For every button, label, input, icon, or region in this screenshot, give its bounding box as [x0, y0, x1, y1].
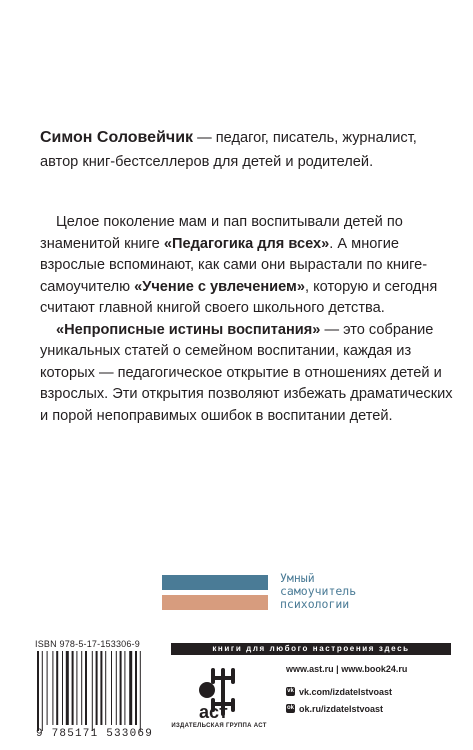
series-bar-tan: [162, 595, 268, 610]
series-line: Умный: [280, 571, 315, 585]
book-description: [40, 212, 460, 427]
author-name: Симон Соловейчик: [40, 129, 194, 146]
barcode-number: 9 785171 533069: [36, 728, 154, 740]
series-line: психологии: [280, 597, 350, 611]
author-bio-line2: автор книг-бестселлеров для детей и родителей.: [40, 154, 374, 170]
publisher-links: [286, 660, 466, 717]
series-badge: [162, 572, 462, 616]
vk-text[interactable]: vk.com/izdatelstvoast: [299, 686, 393, 697]
series-name: [280, 572, 420, 611]
book-title-1: «Педагогика для всех»: [163, 235, 330, 252]
tagline: книги для любого настроения здесь: [171, 643, 451, 655]
desc-text: Целое поколение мам и пап воспитывали детей по знаменитой книге: [40, 214, 403, 252]
sites-text[interactable]: www.ast.ru | www.book24.ru: [286, 663, 408, 674]
isbn: ISBN 978-5-17-153306-9: [35, 639, 140, 649]
desc-text: . А многие взрослые вспоминают, как сами они вырастали по книге-самоучителю: [40, 235, 428, 295]
vk-icon: vk: [287, 688, 294, 694]
ok-text[interactable]: ok.ru/izdatelstvoast: [299, 703, 384, 714]
logo-text: аст: [199, 702, 228, 722]
book-title-2: «Учение с увлечением»: [134, 278, 305, 295]
author-bio: [40, 126, 460, 174]
ast-logo-icon: [185, 664, 265, 724]
vk-link[interactable]: [286, 683, 466, 700]
desc-text: — это собрание уникальных статей о семейном воспитании, каждая из которых — педагогическое открытие в отношениях детей и взрослых. Эти открытия позволяют избежать драматических и порой непоправимых ошибок в воспитании детей.: [40, 321, 453, 424]
description-paragraph-1: [40, 212, 460, 320]
desc-text: , которую и сегодня считают главной книгой своего школьного детства.: [40, 278, 438, 316]
publisher-name: ИЗДАТЕЛЬСКАЯ ГРУППА АСТ: [171, 723, 267, 729]
series-line: самоучитель: [280, 584, 357, 598]
ok-icon: ok: [286, 705, 294, 711]
barcode-icon: [35, 651, 163, 731]
ok-link[interactable]: [286, 700, 466, 717]
description-paragraph-2: [40, 320, 460, 428]
series-bar-blue: [162, 575, 268, 590]
book-title-3: «Непрописные истины воспитания»: [56, 321, 321, 338]
sites-link[interactable]: [286, 660, 466, 677]
author-bio-line1: — педагог, писатель, журналист,: [193, 130, 417, 146]
